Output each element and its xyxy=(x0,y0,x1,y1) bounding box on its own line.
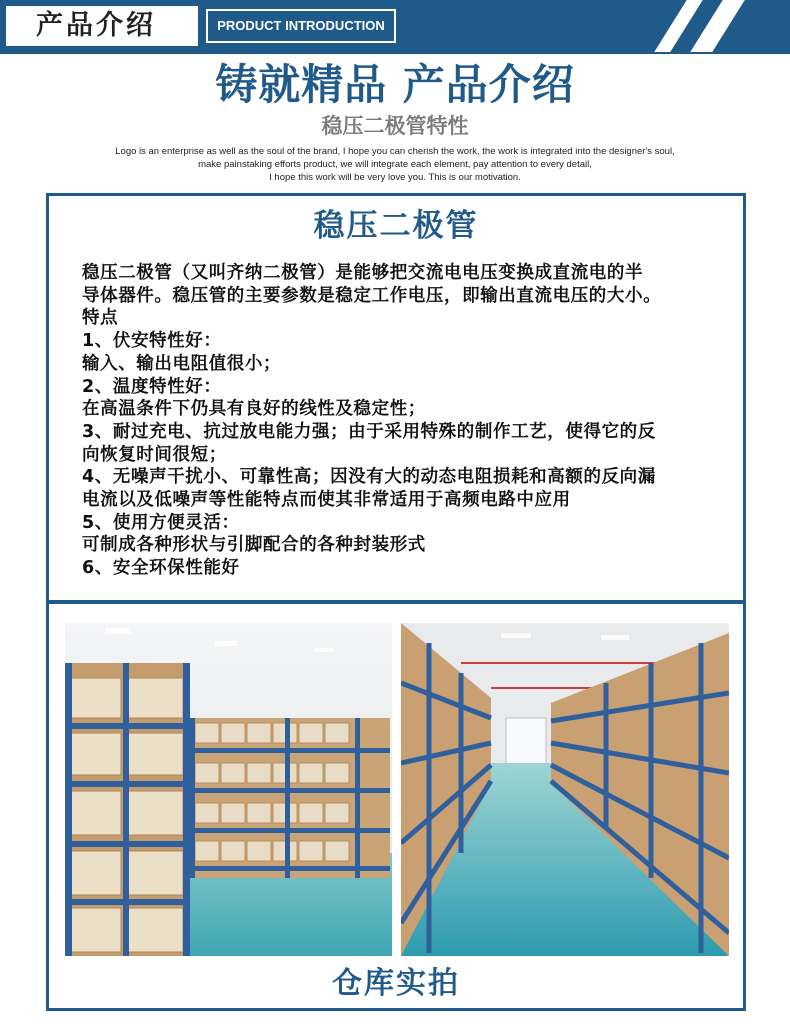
description-line: 1、伏安特性好： xyxy=(82,331,222,352)
description-line: 特点 xyxy=(82,308,119,329)
description-line: 稳压二极管（又叫齐纳二极管）是能够把交流电电压变换成直流电的半 xyxy=(82,263,644,283)
description-line: 向恢复时间很短； xyxy=(82,444,227,465)
product-title: 稳压二极管 xyxy=(313,208,479,244)
header-bar xyxy=(0,0,790,52)
product-description xyxy=(82,262,722,580)
product-info-box xyxy=(46,193,746,603)
description-line: 5、使用方便灵活： xyxy=(82,512,240,533)
description-line: 在高温条件下仍具有良好的线性及稳定性； xyxy=(82,399,426,420)
description-line: 电流以及低噪声等性能特点而使其非常适用于高频电路中应用 xyxy=(82,490,571,511)
description-line: 4、无噪声干扰小、可靠性高；因没有大的动态电阻损耗和高额的反向漏 xyxy=(82,467,656,488)
header-underline xyxy=(0,52,790,54)
description-line: 2、温度特性好： xyxy=(82,376,222,397)
description-line: 输入、输出电阻值很小； xyxy=(82,353,282,374)
warehouse-caption: 仓库实拍 xyxy=(332,966,460,1001)
warehouse-photo-right xyxy=(401,623,729,956)
page-title: 铸就精品 产品介绍 xyxy=(215,60,575,109)
warehouse-box xyxy=(46,601,746,1011)
description-line: 导体器件。稳压管的主要参数是稳定工作电压，即输出直流电压的大小。 xyxy=(82,285,662,306)
warehouse-photo-left xyxy=(65,623,392,956)
slogan-line: make painstaking efforts product, we will integrate each element, pay attention to every detail, xyxy=(198,159,592,170)
brand-slogan xyxy=(0,145,790,184)
description-line: 可制成各种形状与引脚配合的各种封装形式 xyxy=(82,535,426,556)
header-en-title: PRODUCT INTRODUCTION xyxy=(206,9,396,43)
description-line: 6、安全环保性能好 xyxy=(82,558,240,579)
header-cn-title: 产品介绍 xyxy=(6,6,198,46)
slogan-line: I hope this work will be very love you. This is our motivation. xyxy=(269,172,521,183)
page-subtitle: 稳压二极管特性 xyxy=(321,114,469,138)
slogan-line: Logo is an enterprise as well as the soul of the brand, I hope you can cherish the work, the work is integrated into the designer's soul, xyxy=(115,146,675,157)
description-line: 3、耐过充电、抗过放电能力强；由于采用特殊的制作工艺，使得它的反 xyxy=(82,421,656,442)
